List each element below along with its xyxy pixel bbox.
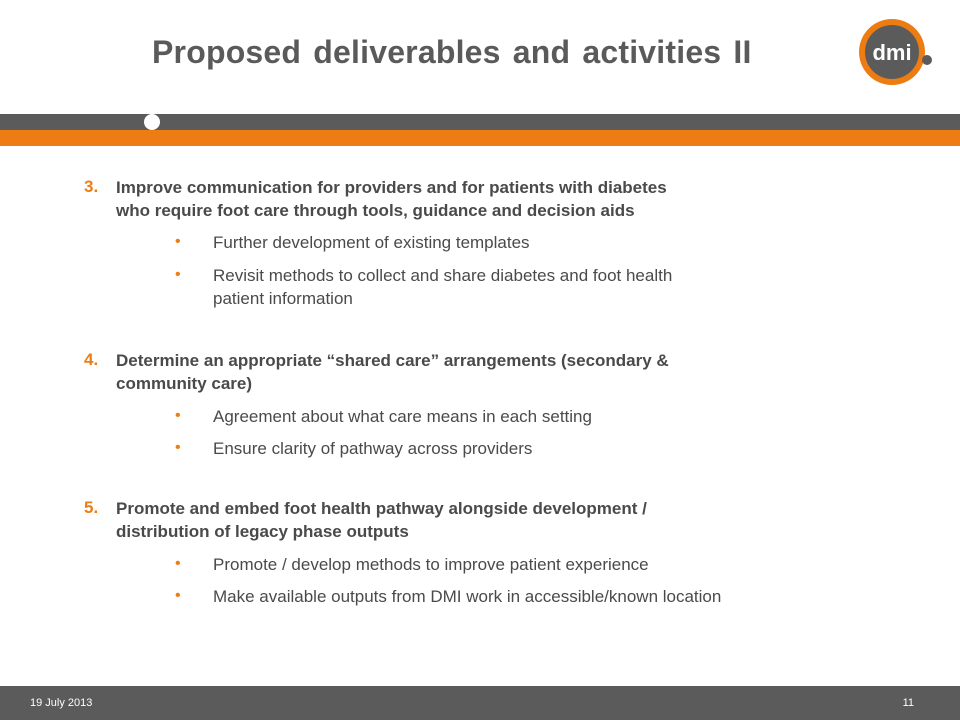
section-number: 4. (84, 350, 99, 369)
bullet-text: Promote / develop methods to improve patient experience (213, 555, 649, 574)
bullet-text: Make available outputs from DMI work in accessible/known location (213, 587, 722, 606)
bullet-marker: • (175, 439, 181, 456)
section-heading-line: Improve communication for providers and for patients with diabetes (116, 178, 667, 197)
section-heading-line: who require foot care through tools, guidance and decision aids (116, 201, 635, 220)
bullet-text: Agreement about what care means in each setting (213, 407, 592, 426)
section-heading-line: Promote and embed foot health pathway alongside development / (116, 499, 647, 518)
slide-title: Proposed deliverables and activities II (152, 34, 752, 70)
section-number: 5. (84, 498, 99, 517)
bullet-marker: • (175, 587, 181, 604)
bullet-marker: • (175, 266, 181, 283)
page-number: 11 (902, 697, 914, 709)
section-heading-line: Determine an appropriate “shared care” arrangements (secondary & (116, 351, 669, 370)
footer-date: 19 July 2013 (30, 697, 93, 709)
bullet-text: Revisit methods to collect and share diabetes and foot health (213, 266, 673, 285)
bullet-text: Ensure clarity of pathway across providers (213, 439, 533, 458)
footer-bar (0, 686, 960, 720)
logo-text: dmi (872, 40, 912, 65)
section-heading-line: distribution of legacy phase outputs (116, 522, 409, 541)
bullet-marker: • (175, 233, 181, 250)
section-heading-line: community care) (116, 374, 253, 393)
bullet-text: Further development of existing templates (213, 233, 530, 252)
bullet-text: patient information (213, 289, 353, 308)
bullet-marker: • (175, 555, 181, 572)
section-number: 3. (84, 177, 99, 196)
bullet-marker: • (175, 407, 181, 424)
